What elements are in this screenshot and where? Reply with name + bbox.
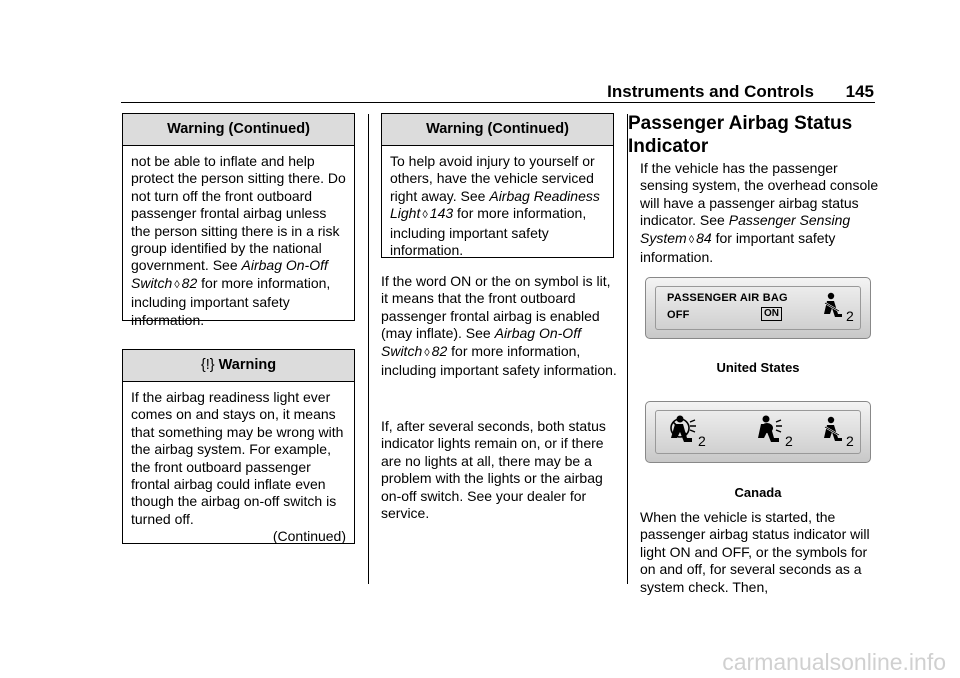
passenger-seat-off-icon: [822, 292, 844, 322]
caption-united-states: United States: [716, 360, 800, 375]
paragraph-system-check: When the vehicle is started, the passenger airbag status indicator will light ON and OFF, or the symbols for on and off, for several seconds as a system check. Then,: [640, 509, 870, 595]
warning-box-continued-2: [381, 113, 614, 258]
airbag-off-icon: [668, 414, 698, 446]
passenger-seat-icon: [822, 416, 844, 446]
panel-label-passenger-air-bag: PASSENGER AIR BAG: [667, 292, 788, 304]
column-divider-1: [368, 114, 369, 584]
xref-icon: ◊: [688, 233, 695, 246]
xref-page[interactable]: 84: [696, 229, 712, 246]
caption-canada: Canada: [734, 485, 782, 500]
warning-box-body: not be able to inflate and help protect the person sitting there. Do not turn off the front outboard passenger frontal airbag unless the person sitting there is in a risk group identified by the national government. See Airbag On-Off Switch ◊ 82 for more information, including important safety information.: [131, 153, 346, 328]
page-number: 145: [845, 82, 874, 101]
section-heading: Passenger Airbag Status Indicator: [628, 113, 853, 157]
xref-page[interactable]: 82: [431, 342, 448, 359]
continued-label: (Continued): [272, 528, 346, 545]
header-rule: [121, 102, 875, 103]
xref-icon: ◊: [422, 209, 428, 222]
running-header-title: Instruments and Controls: [607, 82, 814, 101]
warning-symbol-icon: {!}: [200, 357, 215, 373]
warning-box-continued-1: [122, 113, 355, 328]
paragraph-status-lights: If, after several seconds, both status indicator lights remain on, or if there are no lights at all, there may be a problem with the lights or the airbag on-off switch. See your dealer for service.: [381, 418, 606, 522]
warning-box-title: Warning (Continued): [382, 114, 613, 146]
warning-box-title: Warning (Continued): [123, 114, 354, 146]
xref-icon: ◊: [424, 346, 430, 359]
panel-label-off: OFF: [667, 309, 690, 321]
panel-label-on: ON: [761, 307, 782, 321]
us-airbag-indicator-panel: PASSENGER AIR BAG OFF ON 2: [645, 277, 871, 339]
airbag-on-icon: [756, 414, 786, 446]
watermark: carmanualsonline.info: [722, 649, 946, 675]
warning-box-body: To help avoid injury to yourself or others, have the vehicle serviced right away. See Airbag Readiness Light ◊ 143 for more information, including important safety information.: [390, 153, 600, 259]
xref-page[interactable]: 143: [429, 205, 454, 222]
paragraph-intro: If the vehicle has the passenger sensing system, the overhead console will have a passenger airbag status indicator. See Passenger Sensing System ◊ 84 for important safety information.: [640, 160, 879, 266]
column-divider-2: [627, 114, 628, 584]
xref-link-passenger-sensing-system[interactable]: Passenger Sensing System: [640, 212, 851, 246]
xref-link-airbag-on-off-switch[interactable]: Airbag On-Off Switch: [131, 257, 328, 291]
xref-link-airbag-readiness-light[interactable]: Airbag Readiness Light: [390, 187, 600, 222]
xref-icon: ◊: [174, 278, 180, 291]
xref-link-airbag-on-off-switch[interactable]: Airbag On-Off Switch: [381, 325, 581, 359]
warning-box-title: {!} Warning: [123, 350, 354, 382]
warning-box-body: If the airbag readiness light ever comes on and stays on, it means that something may be wrong with the airbag system. For example, the front outboard passenger frontal airbag could inflate even though the airbag on-off switch is turned off. (Continued): [131, 389, 346, 545]
warning-box-2: [122, 349, 355, 544]
xref-page[interactable]: 82: [181, 274, 198, 291]
canada-airbag-indicator-panel: 2 2 2: [645, 401, 871, 463]
paragraph-on-symbol: If the word ON or the on symbol is lit, it means that the front outboard passenger frontal airbag is enabled (may inflate). See Airbag On-Off Switch ◊ 82 for more information, including important safety information.: [381, 273, 617, 379]
